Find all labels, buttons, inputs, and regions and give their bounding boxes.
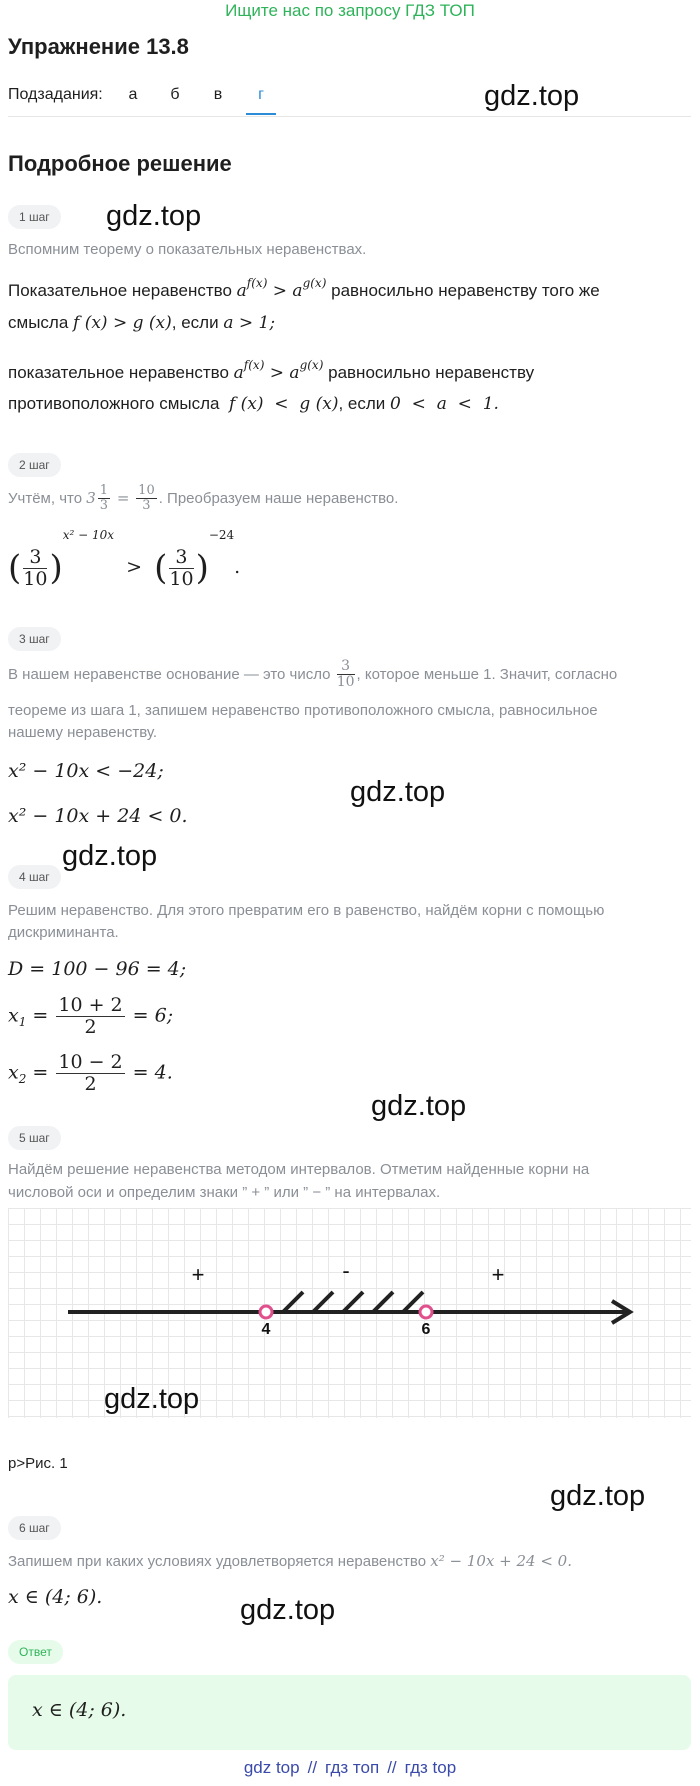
step-text: Найдём решение неравенства методом интервалов. Отметим найденные корни на	[8, 1161, 590, 1178]
step-formula: x² − 10x + 24 < 0.	[8, 805, 188, 827]
step-text: смысла f (x) > g (x), если a > 1;	[8, 313, 276, 333]
root-marker-6	[420, 1306, 432, 1318]
step-text: теореме из шага 1, запишем неравенство противоположного смысла, равносильное	[8, 702, 598, 719]
subtask-tabs	[8, 80, 691, 117]
exercise-title: Упражнение 13.8	[8, 34, 189, 59]
step-text: дискриминанта.	[8, 924, 119, 941]
step-formula: x ∈ (4; 6).	[8, 1586, 103, 1608]
step-formula: $x_2$ = $\frac{10 - 2}{2}$ = 4.	[8, 1051, 173, 1095]
step-text: показательное неравенство $a^{f(x)} > a^{g(x)}$ равносильно неравенству	[8, 358, 535, 383]
interval-hatching	[283, 1292, 423, 1312]
watermark: gdz.top	[104, 1383, 200, 1415]
step-badge: 5 шаг	[8, 1126, 61, 1150]
footer-link[interactable]: гдз топ	[325, 1758, 380, 1777]
answer-badge: Ответ	[8, 1640, 63, 1664]
watermark: gdz.top	[550, 1480, 646, 1512]
tab-g[interactable]: г	[246, 86, 276, 115]
step-badge: 6 шаг	[8, 1516, 61, 1540]
tab-v[interactable]: в	[213, 86, 223, 103]
step-badge: 4 шаг	[8, 865, 61, 889]
search-banner: Ищите нас по запросу ГДЗ ТОП	[225, 1, 475, 20]
step-text: Учтём, что 3 $\frac{1}{3}$ = $\frac{10}{3}$ . Преобразуем наше неравенство.	[8, 483, 399, 514]
step-text: Показательное неравенство $a^{f(x)} > a^{g(x)}$ равносильно неравенству того же	[8, 276, 600, 301]
step-badge: 3 шаг	[8, 627, 61, 651]
root-label: 6	[421, 1321, 431, 1338]
step-text: В нашем неравенстве основание — это число $\frac{3}{10}$ , которое меньше 1. Значит, согласно	[8, 658, 618, 691]
step-formula: x² − 10x < −24;	[8, 760, 164, 782]
figure-caption: р>Рис. 1	[8, 1455, 68, 1472]
step-text: Запишем при каких условиях удовлетворяется неравенство x² − 10x + 24 < 0.	[8, 1552, 572, 1570]
footer-separator: //	[307, 1758, 318, 1777]
step-text: противоположного смысла f (x) < g (x), если 0 < a < 1.	[8, 394, 499, 414]
sign-label: +	[491, 1262, 505, 1287]
step-badge: 1 шаг	[8, 205, 61, 229]
subtasks-label: Подзадания:	[8, 86, 103, 103]
sign-label: -	[342, 1258, 350, 1283]
watermark: gdz.top	[484, 80, 580, 112]
solution-title: Подробное решение	[8, 151, 232, 176]
step-formula: $x_1$ = $\frac{10 + 2}{2}$ = 6;	[8, 994, 174, 1038]
step-formula: ( $\frac{3}{10}$ )$^{x^2 - 10x}$ > ( $\frac{3}{10}$ )$^{-24}$.	[8, 528, 241, 590]
step-text: нашему неравенству.	[8, 724, 158, 741]
watermark: gdz.top	[350, 776, 446, 808]
answer-box	[8, 1675, 691, 1750]
footer-links	[0, 1758, 700, 1778]
step-badge: 2 шаг	[8, 453, 61, 477]
step-text: Вспомним теорему о показательных неравенствах.	[8, 241, 367, 258]
answer-text: x ∈ (4; 6).	[32, 1699, 127, 1721]
footer-link[interactable]: гдз top	[404, 1758, 457, 1777]
step-formula: D = 100 − 96 = 4;	[8, 958, 187, 980]
root-marker-4	[260, 1306, 272, 1318]
watermark: gdz.top	[62, 840, 158, 872]
sign-label: +	[191, 1262, 205, 1287]
step-text: Решим неравенство. Для этого превратим его в равенство, найдём корни с помощью	[8, 902, 605, 919]
watermark: gdz.top	[106, 200, 202, 232]
watermark: gdz.top	[371, 1090, 467, 1122]
footer-link[interactable]: gdz top	[243, 1758, 300, 1777]
root-label: 4	[261, 1321, 271, 1338]
watermark: gdz.top	[240, 1594, 336, 1626]
step-text: числовой оси и определим знаки ” + ” или ” − ” на интервалах.	[8, 1184, 441, 1201]
tab-b[interactable]: б	[170, 86, 180, 103]
tab-a[interactable]: а	[128, 86, 138, 103]
footer-separator: //	[387, 1758, 397, 1777]
